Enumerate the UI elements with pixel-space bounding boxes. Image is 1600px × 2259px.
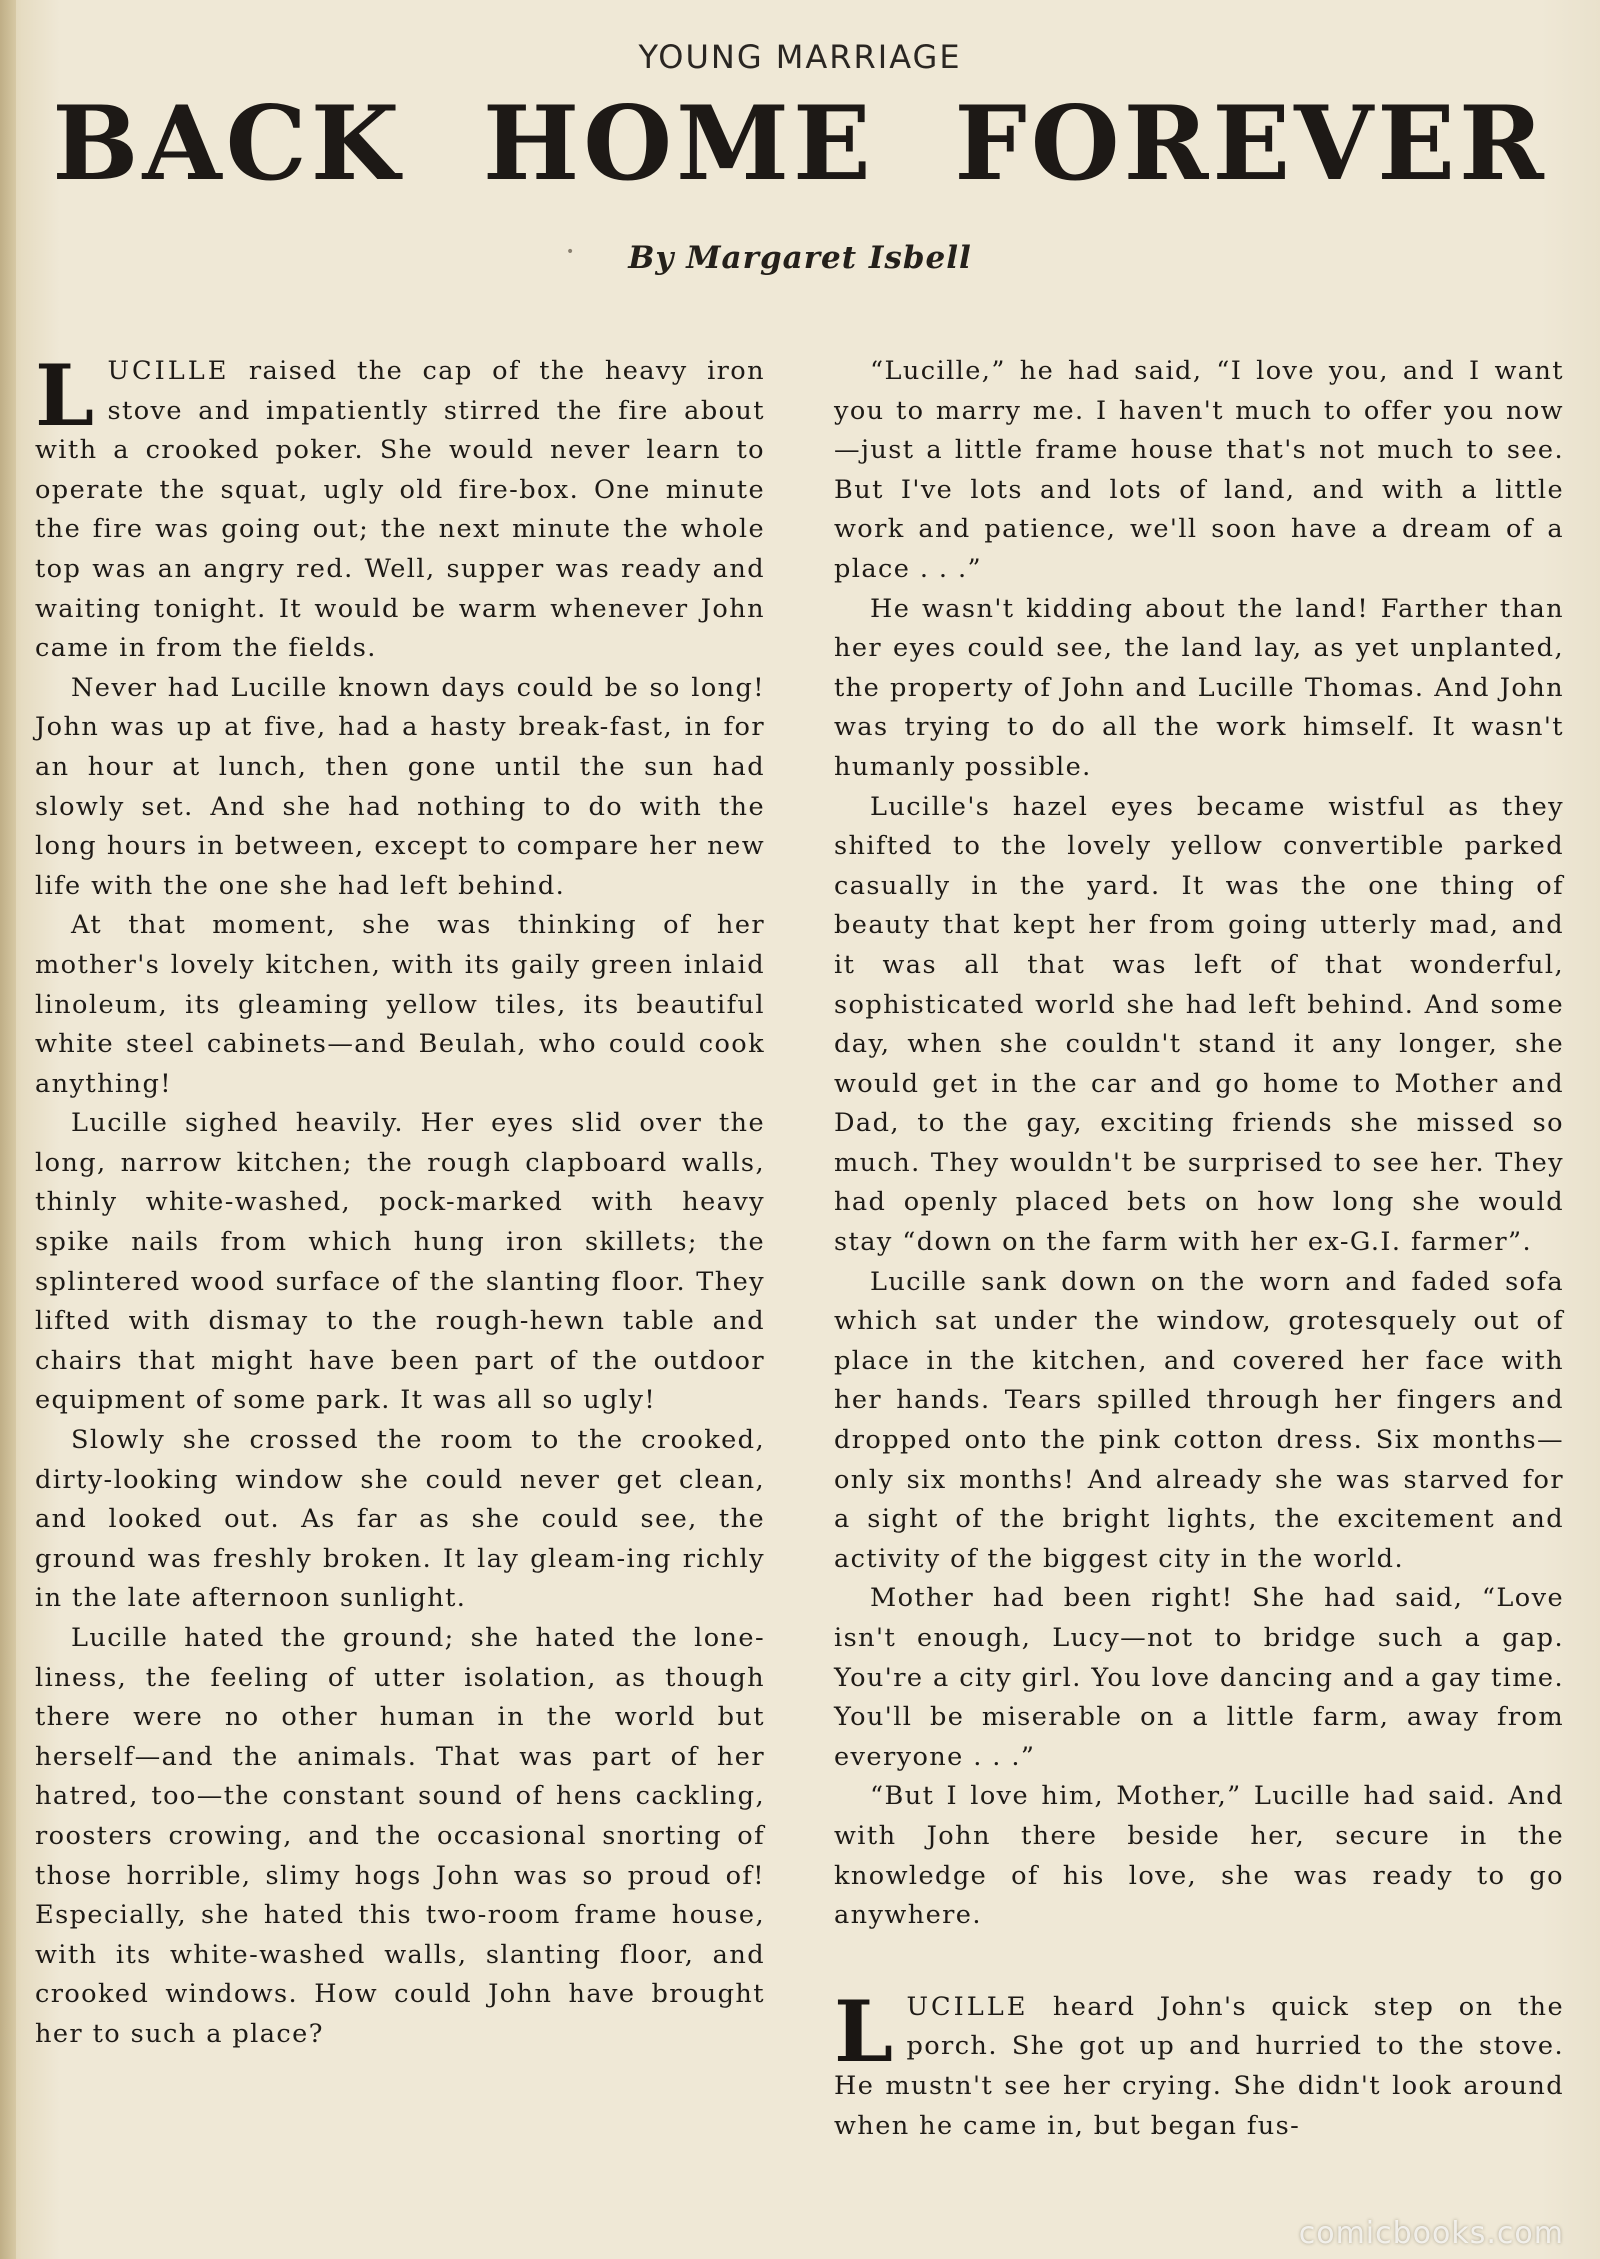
drop-cap: L	[35, 346, 96, 445]
page-spine-edge	[0, 0, 16, 2259]
section-kicker: YOUNG MARRIAGE	[638, 38, 962, 76]
paragraph: At that moment, she was thinking of her mother's lovely kitchen, with its gaily green inlaid linoleum, its gleaming yellow tiles, its beautiful white steel cabinets—and Beulah, who could cook anything!	[35, 910, 765, 1099]
source-watermark: comicbooks.com	[1298, 2216, 1564, 2251]
paragraph	[834, 1981, 1564, 2146]
paragraph: “But I love him, Mother,” Lucille had said. And with John there beside her, secure in the knowledge of his love, she was ready to go anywhere.	[834, 1781, 1564, 1931]
byline: By Margaret Isbell	[628, 240, 972, 276]
paragraph: Lucille's hazel eyes became wistful as they shifted to the lovely yellow convertible parked casually in the yard. It was the one thing of beauty that kept her from going utterly mad, and it was all that was left of that wonderful, sophisticated world she had left behind. And some day, when she couldn't stand it any longer, she would get in the car and go home to Mother and Dad, to the gay, exciting friends she missed so much. They wouldn't be surprised to see her. They had openly placed bets on how long she would stay “down on the farm with her ex-G.I. farmer”.	[834, 791, 1564, 1258]
lead-caps: UCILLE	[107, 356, 230, 386]
paragraph: Lucille sank down on the worn and faded sofa which sat under the window, grotesquely out of place in the kitchen, and covered her face with her hands. Tears spilled through her fingers and dropped onto the pink cotton dress. Six months—only six months! And already she was starved for a sight of the bright lights, the excitement and activity of the biggest city in the world.	[834, 1266, 1564, 1574]
paragraph: Slowly she crossed the room to the crooked, dirty-looking window she could never get clean, and looked out. As far as she could see, the ground was freshly broken. It lay gleam-ing richly in the late afternoon sunlight.	[35, 1425, 765, 1614]
paragraph: “Lucille,” he had said, “I love you, and I want you to marry me. I haven't much to offer you now—just a little frame house that's not much to see. But I've lots and lots of land, and with a little work and patience, we'll soon have a dream of a place . . .”	[834, 356, 1564, 584]
story-title: BACK HOME FOREVER	[52, 84, 1548, 204]
section-break	[834, 1936, 1564, 1988]
lead-caps: UCILLE	[906, 1991, 1029, 2022]
paragraph-text: raised the cap of the heavy iron stove and impatiently stirred the fire about with a crooked poker. She would never learn to operate the squat, ugly old fire-box. One minute the fire was going out; the next minute the whole top was an angry red. Well, supper was ready and waiting tonight. It would be warm whenever John came in from the fields.	[35, 356, 765, 664]
paragraph-text: heard John's quick step on the porch. She got up and hurried to the stove. He mustn't see her crying. She didn't look around when he came in, but began fus-	[834, 1991, 1564, 2141]
paragraph: Lucille hated the ground; she hated the lone-liness, the feeling of utter isolation, as though there were no other human in the world but herself—and the animals. That was part of her hatred, too—the constant sound of hens cackling, roosters crowing, and the occasional snorting of those horrible, slimy hogs John was so proud of! Especially, she hated this two-room frame house, with its white-washed walls, slanting floor, and crooked windows. How could John have brought her to such a place?	[35, 1623, 765, 2049]
left-column	[35, 346, 765, 2055]
decorative-dot: •	[566, 244, 575, 260]
paragraph: He wasn't kidding about the land! Farther than her eyes could see, the land lay, as yet unplanted, the property of John and Lucille Thomas. And John was trying to do all the work himself. It wasn't humanly possible.	[834, 593, 1564, 782]
drop-cap: L	[834, 1981, 895, 2081]
paragraph: Lucille sighed heavily. Her eyes slid over the long, narrow kitchen; the rough clapboard walls, thinly white-washed, pock-marked with heavy spike nails from which hung iron skillets; the splintered wood surface of the slanting floor. They lifted with dismay to the rough-hewn table and chairs that might have been part of the outdoor equipment of some park. It was all so ugly!	[35, 1108, 765, 1416]
paragraph	[35, 346, 765, 669]
right-column	[834, 352, 1564, 2146]
paragraph: Never had Lucille known days could be so long! John was up at five, had a hasty break-fast, in for an hour at lunch, then gone until the sun had slowly set. And she had nothing to do with the long hours in between, except to compare her new life with the one she had left behind.	[35, 672, 765, 901]
paragraph: Mother had been right! She had said, “Love isn't enough, Lucy—not to bridge such a gap. You're a city girl. You love dancing and a gay time. You'll be miserable on a little farm, away from everyone . . .”	[834, 1583, 1564, 1772]
